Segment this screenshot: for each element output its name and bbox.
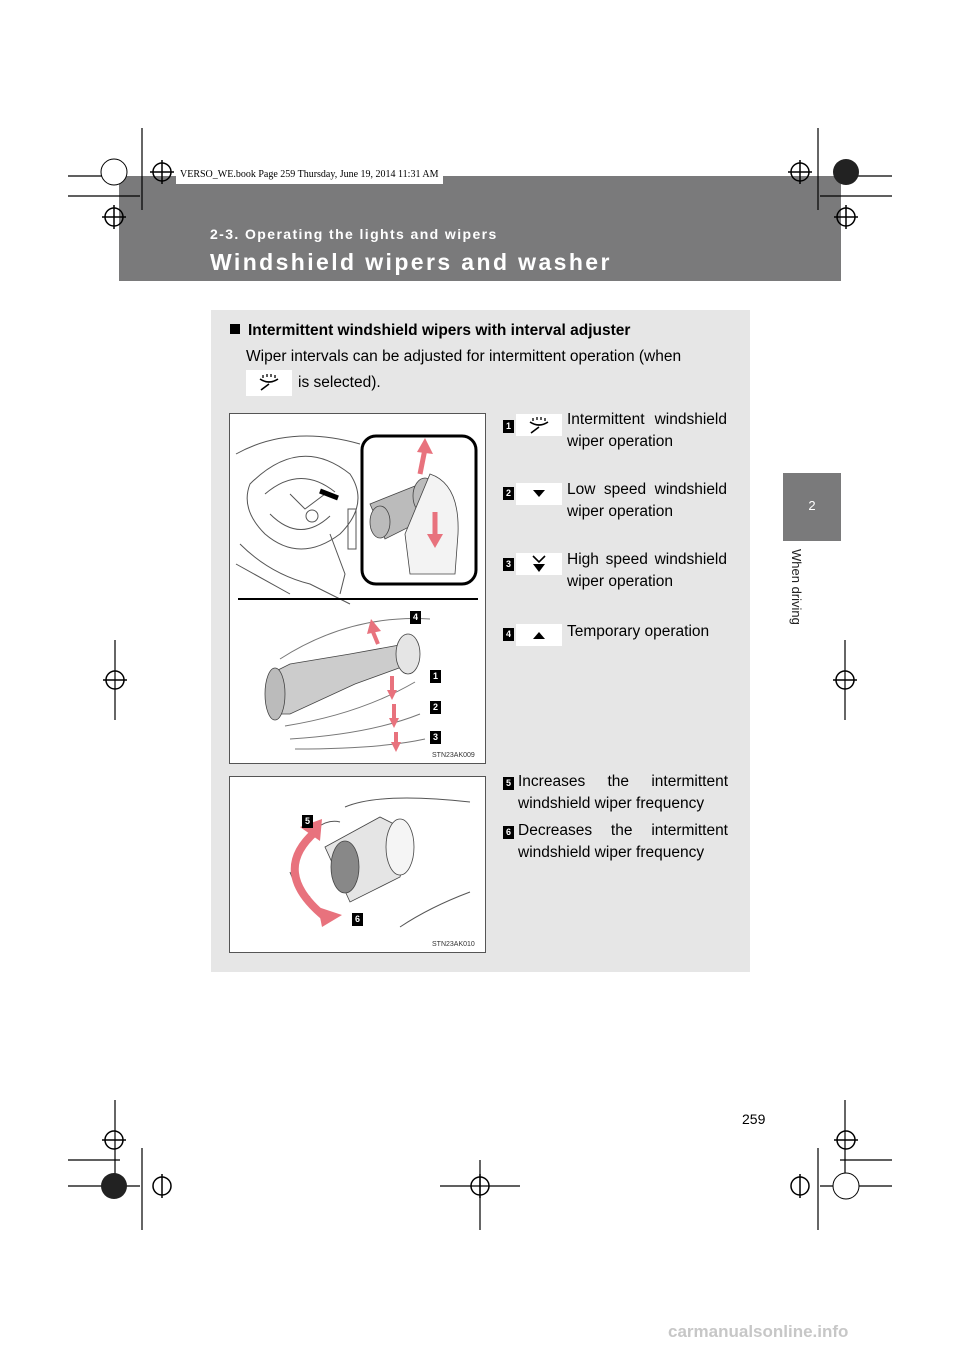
- callout-4: 4: [410, 611, 421, 624]
- page-title: Windshield wipers and washer: [210, 249, 612, 275]
- callout-6: 6: [352, 913, 363, 926]
- side-tab-number: 2: [808, 498, 816, 513]
- legend-number-3: 3: [503, 558, 514, 571]
- legend-text-2: Low speed windshield wiper operation: [567, 481, 727, 520]
- legend-text-1: Intermittent windshield wiper operation: [567, 411, 727, 450]
- watermark: carmanualsonline.info: [668, 1322, 849, 1341]
- legend-number-2: 2: [503, 487, 514, 500]
- side-tab-label: When driving: [789, 549, 804, 625]
- callout-5: 5: [302, 815, 313, 828]
- note-number-6: 6: [503, 826, 514, 839]
- intro-text-line-1: Wiper intervals can be adjusted for intermittent operation (when: [246, 348, 682, 365]
- figure-code: STN23AK010: [432, 941, 475, 948]
- callout-2: 2: [430, 701, 441, 714]
- figure-code: STN23AK009: [432, 752, 475, 759]
- legend-number-1: 1: [503, 420, 514, 433]
- section-heading-text: Intermittent windshield wipers with interval adjuster: [248, 322, 631, 339]
- callout-3: 3: [430, 731, 441, 744]
- legend-text-3: High speed windshield wiper operation: [567, 551, 727, 590]
- section-label: 2-3. Operating the lights and wipers: [210, 226, 498, 242]
- note-text-6: Decreases the intermittent windshield wiper frequency: [518, 822, 728, 862]
- book-info-stamp: VERSO_WE.book Page 259 Thursday, June 19, 2014 11:31 AM: [176, 166, 443, 184]
- legend-number-4: 4: [503, 628, 514, 641]
- legend-text-4: Temporary operation: [567, 623, 710, 640]
- callout-1: 1: [430, 670, 441, 683]
- note-number-5: 5: [503, 777, 514, 790]
- intro-text-line-2: is selected).: [298, 374, 381, 391]
- note-text-5: Increases the intermittent windshield wiper frequency: [518, 773, 728, 813]
- page-number: 259: [742, 1111, 766, 1127]
